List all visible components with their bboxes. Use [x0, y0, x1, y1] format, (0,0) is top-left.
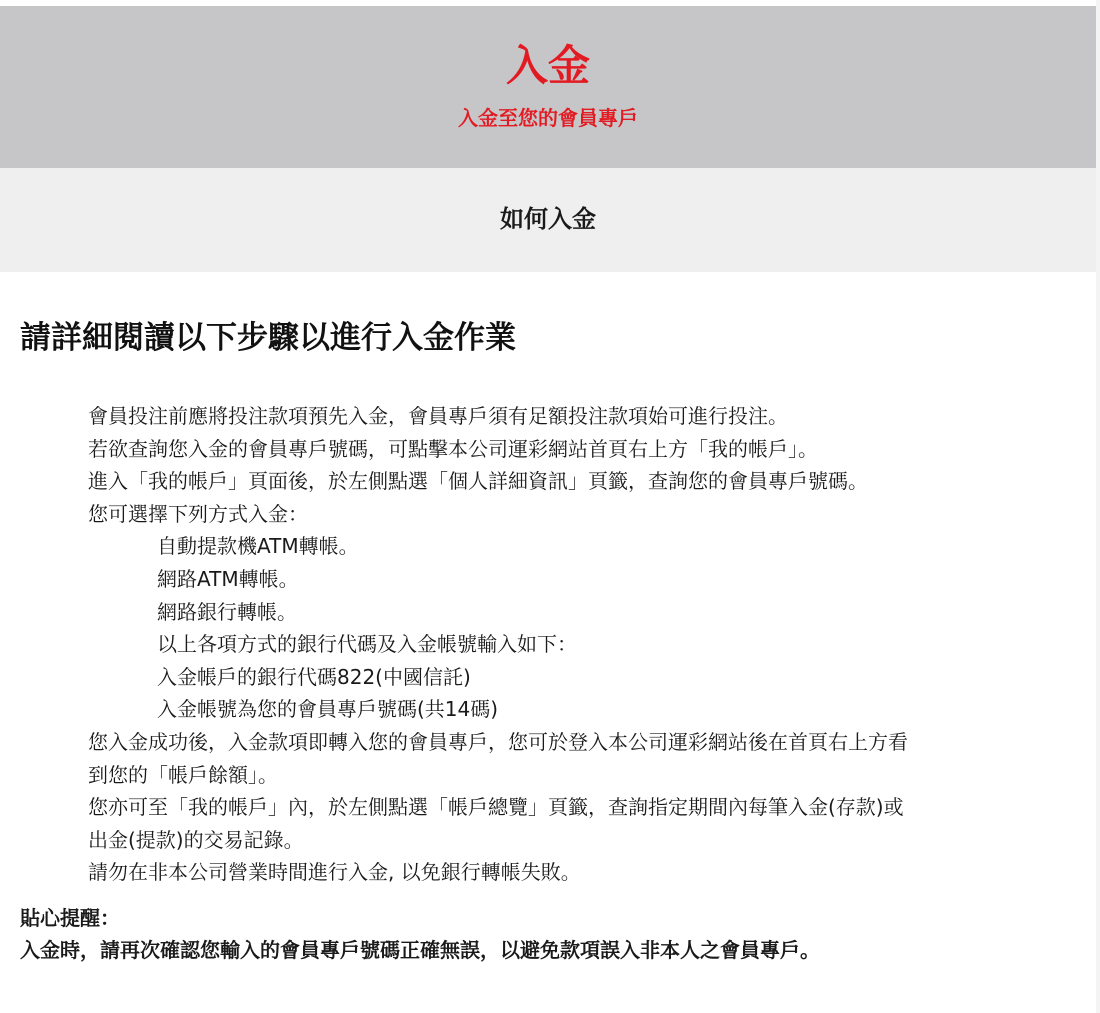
instructions-body — [88, 400, 1078, 889]
deposit-method-item: 以上各項方式的銀行代碼及入金帳號輸入如下： — [157, 632, 577, 657]
deposit-method-item: 入金帳戶的銀行代碼822(中國信託) — [157, 664, 471, 689]
instruction-line: 到您的「帳戶餘額」。 — [88, 762, 278, 787]
instruction-line: 您可選擇下列方式入金： — [88, 501, 308, 526]
page-title: 入金 — [505, 41, 590, 90]
scroll-edge — [1096, 0, 1100, 1013]
page-header — [0, 6, 1096, 168]
deposit-method-item: 網路ATM轉帳。 — [157, 566, 299, 591]
tab-how-to-deposit[interactable]: 如何入金 — [500, 205, 596, 233]
instruction-line: 請勿在非本公司營業時間進行入金, 以免銀行轉帳失敗。 — [88, 860, 581, 885]
instruction-line: 進入「我的帳戶」頁面後，於左側點選「個人詳細資訊」頁籤，查詢您的會員專戶號碼。 — [88, 469, 868, 494]
instruction-line: 您入金成功後，入金款項即轉入您的會員專戶，您可於登入本公司運彩網站後在首頁右上方看 — [88, 729, 908, 754]
instruction-line: 您亦可至「我的帳戶」內，於左側點選「帳戶總覽」頁籤，查詢指定期間內每筆入金(存款)或 — [88, 795, 904, 820]
deposit-method-item: 網路銀行轉帳。 — [157, 599, 297, 624]
instruction-line: 出金(提款)的交易記錄。 — [88, 827, 304, 852]
deposit-method-item: 自動提款機ATM轉帳。 — [157, 534, 359, 559]
tip-text: 入金時，請再次確認您輸入的會員專戶號碼正確無誤，以避免款項誤入非本人之會員專戶。 — [20, 938, 820, 962]
tab-bar — [0, 168, 1096, 272]
deposit-method-item: 入金帳號為您的會員專戶號碼(共14碼) — [157, 697, 499, 722]
instruction-line: 若欲查詢您入金的會員專戶號碼，可點擊本公司運彩網站首頁右上方「我的帳戶」。 — [88, 436, 818, 461]
page-subtitle: 入金至您的會員專戶 — [458, 106, 638, 130]
section-heading: 請詳細閱讀以下步驟以進行入金作業 — [20, 320, 516, 356]
instruction-line: 會員投注前應將投注款項預先入金，會員專戶須有足額投注款項始可進行投注。 — [88, 404, 788, 428]
tip-label: 貼心提醒： — [20, 906, 120, 930]
